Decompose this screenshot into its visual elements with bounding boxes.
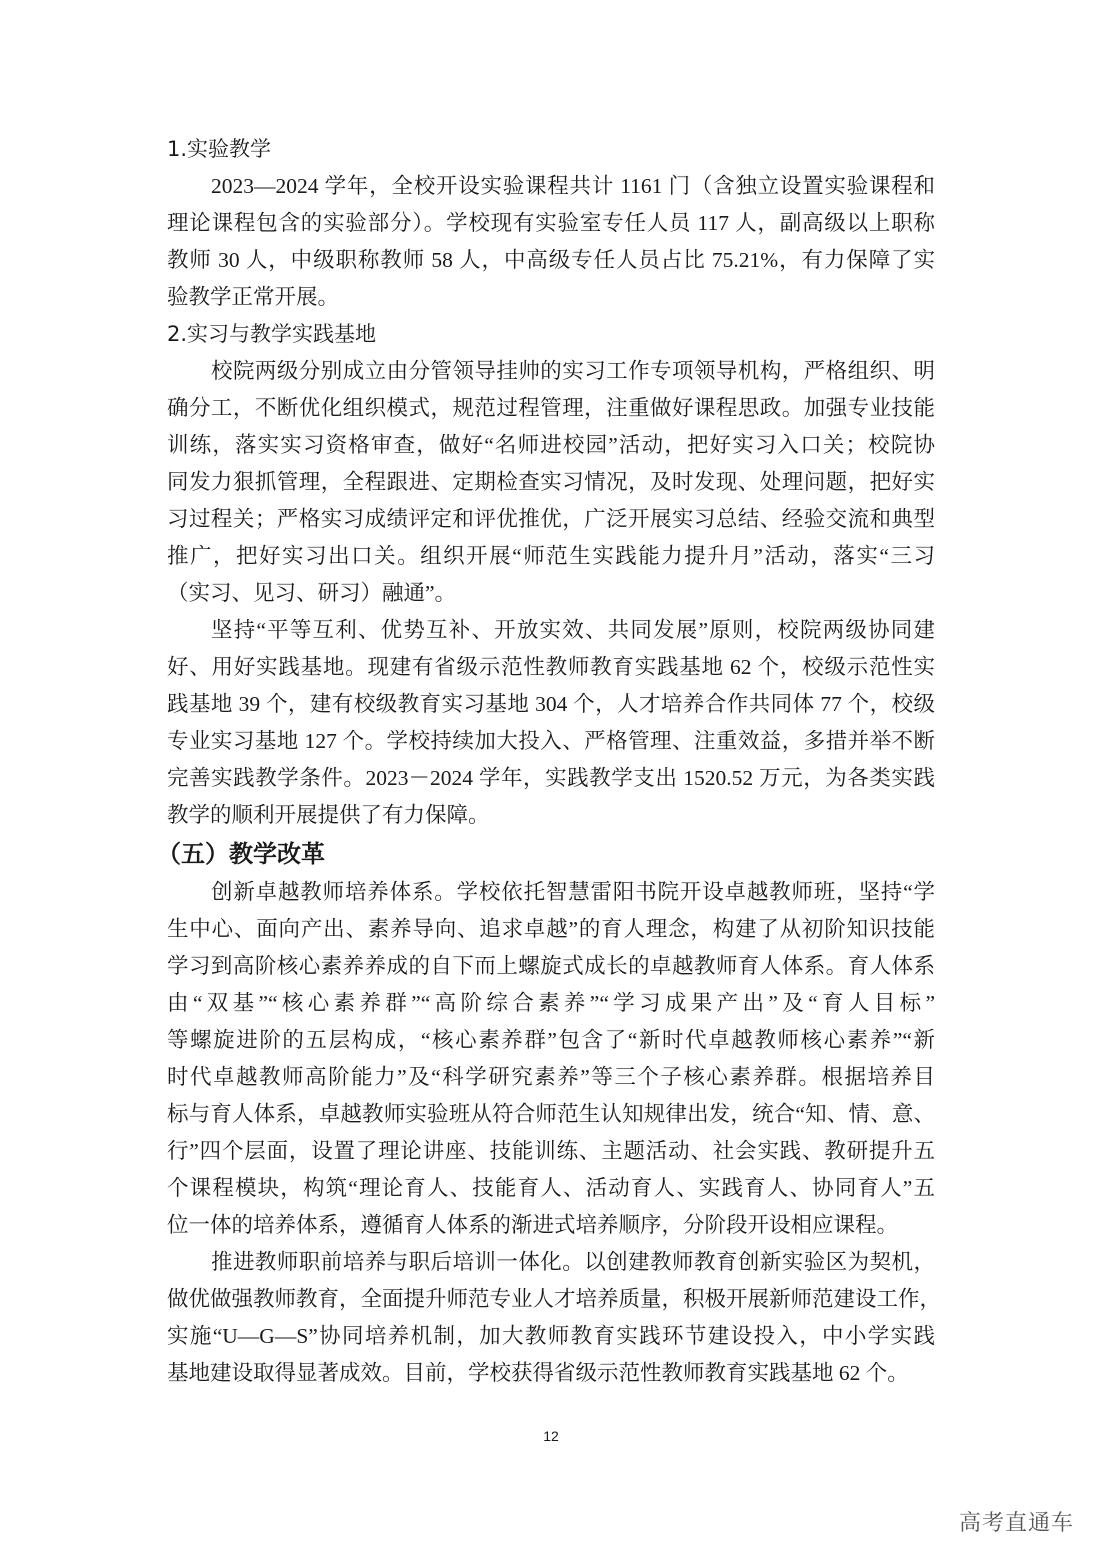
page-number: 12 [543,1428,559,1444]
text-line: 推进教师职前培养与职后培训一体化。以创建教师教育创新实验区为契机， [211,1250,935,1274]
text-line: 生中心、面向产出、素养导向、追求卓越”的育人理念，构建了从初阶知识技能 [167,917,935,941]
text-line: 理论课程包含的实验部分）。学校现有实验室专任人员 117 人，副高级以上职称 [167,211,935,235]
text-line: 由“双基”“核心素养群”“高阶综合素养”“学习成果产出”及“育人目标” [167,991,935,1015]
text-line: 坚持“平等互利、优势互补、开放实效、共同发展”原则，校院两级协同建 [211,618,935,642]
text-line: 完善实践教学条件。2023－2024 学年，实践教学支出 1520.52 万元，为各类实践 [167,766,935,790]
paragraph [167,1244,942,1392]
paragraph [167,168,935,316]
text-line: 训练，落实实习资格审查，做好“名师进校园”活动，把好实习入口关；校院协 [167,433,935,457]
text-line: 验教学正常开展。 [167,285,340,309]
text-line: 好、用好实践基地。现建有省级示范性教师教育实践基地 62 个，校级示范性实 [167,655,935,679]
text-line: 2023—2024 学年，全校开设实验课程共计 1161 门（含独立设置实验课程和 [211,174,935,198]
paragraph [167,612,935,834]
text-line: 教学的顺利开展提供了有力保障。 [167,803,490,827]
text-line: 实施“U—G—S”协同培养机制，加大教师教育实践环节建设投入，中小学实践 [167,1324,935,1348]
text-line: 学习到高阶核心素养养成的自下而上螺旋式成长的卓越教师育人体系。育人体系 [167,954,935,978]
text-line: 确分工，不断优化组织模式，规范过程管理，注重做好课程思政。加强专业技能 [167,396,935,420]
text-line: 行”四个层面，设置了理论讲座、技能训练、主题活动、社会实践、教研提升五 [167,1139,935,1163]
subsection-heading: 2.实习与教学实践基地 [167,322,377,346]
watermark: 高考直通车 [958,1511,1074,1536]
text-line: 标与育人体系，卓越教师实验班从符合师范生认知规律出发，统合“知、情、意、 [167,1102,935,1126]
section-heading: （五）教学改革 [157,840,325,868]
document-body [157,131,942,1392]
text-line: （实习、见习、研习）融通”。 [167,581,457,605]
text-line: 时代卓越教师高阶能力”及“科学研究素养”等三个子核心素养群。根据培养目 [167,1065,935,1089]
text-line: 教师 30 人，中级职称教师 58 人，中高级专任人员占比 75.21%，有力保障了实 [167,248,935,272]
text-line: 践基地 39 个，建有校级教育实习基地 304 个，人才培养合作共同体 77 个，校级 [167,692,935,716]
text-line: 创新卓越教师培养体系。学校依托智慧雷阳书院开设卓越教师班，坚持“学 [211,880,935,904]
text-line: 校院两级分别成立由分管领导挂帅的实习工作专项领导机构，严格组织、明 [211,359,935,383]
text-line: 位一体的培养体系，遵循育人体系的渐进式培养顺序，分阶段开设相应课程。 [167,1213,899,1237]
text-line: 同发力狠抓管理，全程跟进、定期检查实习情况，及时发现、处理问题，把好实 [167,470,935,494]
text-line: 专业实习基地 127 个。学校持续加大投入、严格管理、注重效益，多措并举不断 [167,729,935,753]
text-line: 推广，把好实习出口关。组织开展“师范生实践能力提升月”活动，落实“三习 [167,544,935,568]
paragraph [167,353,935,612]
subsection-heading: 1.实验教学 [167,137,272,161]
text-line: 个课程模块，构筑“理论育人、技能育人、活动育人、实践育人、协同育人”五 [167,1176,935,1200]
text-line: 做优做强教师教育，全面提升师范专业人才培养质量，积极开展新师范建设工作， [167,1287,942,1311]
paragraph [167,874,935,1244]
text-line: 基地建设取得显著成效。目前，学校获得省级示范性教师教育实践基地 62 个。 [167,1361,909,1385]
text-line: 习过程关；严格实习成绩评定和评优推优，广泛开展实习总结、经验交流和典型 [167,507,935,531]
text-line: 等螺旋进阶的五层构成，“核心素养群”包含了“新时代卓越教师核心素养”“新 [167,1028,935,1052]
